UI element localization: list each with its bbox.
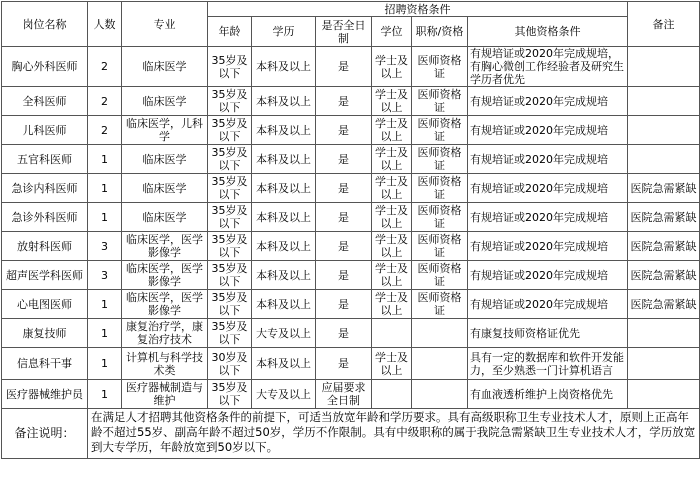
- table-row: [2, 47, 700, 87]
- cell-count: 1: [88, 174, 122, 203]
- cell-title-qual: 医师资格证: [412, 232, 468, 261]
- cell-other: 有规培证或2020年完成规培: [468, 290, 628, 319]
- cell-position: 胸心外科医师: [2, 47, 88, 87]
- cell-position: 超声医学科医师: [2, 261, 88, 290]
- cell-title-qual: [412, 380, 468, 409]
- cell-fulltime: 是: [316, 290, 372, 319]
- cell-position: 放射科医师: [2, 232, 88, 261]
- cell-count: 1: [88, 203, 122, 232]
- cell-count: 1: [88, 380, 122, 409]
- note-row: [2, 409, 700, 459]
- cell-remark: 医院急需紧缺: [628, 174, 700, 203]
- cell-fulltime: 应届要求全日制: [316, 380, 372, 409]
- cell-count: 3: [88, 261, 122, 290]
- cell-count: 1: [88, 319, 122, 348]
- cell-degree: 学士及以上: [372, 174, 412, 203]
- header-remark: 备注: [628, 2, 700, 47]
- cell-major: 临床医学: [122, 174, 208, 203]
- header-row-1: [2, 2, 700, 17]
- cell-age: 35岁及以下: [208, 380, 252, 409]
- cell-age: 35岁及以下: [208, 174, 252, 203]
- cell-major: 康复治疗学，康复治疗技术: [122, 319, 208, 348]
- cell-major: 临床医学: [122, 145, 208, 174]
- cell-education: 本科及以上: [252, 290, 316, 319]
- header-other: 其他资格条件: [468, 17, 628, 47]
- cell-education: 本科及以上: [252, 174, 316, 203]
- cell-other: 有血液透析维护上岗资格优先: [468, 380, 628, 409]
- cell-other: 有规培证或2020年完成规培: [468, 261, 628, 290]
- cell-age: 35岁及以下: [208, 319, 252, 348]
- cell-education: 本科及以上: [252, 116, 316, 145]
- cell-remark: 医院急需紧缺: [628, 203, 700, 232]
- cell-major: 临床医学: [122, 47, 208, 87]
- cell-age: 35岁及以下: [208, 232, 252, 261]
- cell-remark: [628, 87, 700, 116]
- cell-fulltime: 是: [316, 319, 372, 348]
- recruitment-table: [1, 1, 700, 459]
- cell-title-qual: 医师资格证: [412, 290, 468, 319]
- cell-education: 本科及以上: [252, 47, 316, 87]
- cell-position: 急诊内科医师: [2, 174, 88, 203]
- header-conditions: 招聘资格条件: [208, 2, 628, 17]
- header-education: 学历: [252, 17, 316, 47]
- header-position: 岗位名称: [2, 2, 88, 47]
- cell-degree: 学士及以上: [372, 145, 412, 174]
- cell-major: 临床医学，儿科学: [122, 116, 208, 145]
- cell-title-qual: 医师资格证: [412, 203, 468, 232]
- cell-education: 本科及以上: [252, 87, 316, 116]
- table-row: [2, 261, 700, 290]
- cell-degree: 学士及以上: [372, 261, 412, 290]
- cell-degree: 学士及以上: [372, 116, 412, 145]
- cell-major: 临床医学: [122, 87, 208, 116]
- cell-position: 医疗器械维护员: [2, 380, 88, 409]
- cell-fulltime: 是: [316, 203, 372, 232]
- cell-age: 30岁及以下: [208, 348, 252, 380]
- table-row: [2, 319, 700, 348]
- header-count: 人数: [88, 2, 122, 47]
- cell-age: 35岁及以下: [208, 290, 252, 319]
- cell-count: 2: [88, 47, 122, 87]
- cell-education: 本科及以上: [252, 261, 316, 290]
- cell-education: 本科及以上: [252, 145, 316, 174]
- cell-other: 有规培证或2020年完成规培: [468, 87, 628, 116]
- cell-age: 35岁及以下: [208, 47, 252, 87]
- cell-major: 临床医学，医学影像学: [122, 290, 208, 319]
- cell-degree: 学士及以上: [372, 290, 412, 319]
- cell-title-qual: 医师资格证: [412, 47, 468, 87]
- cell-count: 1: [88, 290, 122, 319]
- cell-fulltime: 是: [316, 174, 372, 203]
- table-row: [2, 203, 700, 232]
- cell-degree: [372, 380, 412, 409]
- cell-count: 2: [88, 116, 122, 145]
- cell-other: 有规培证或2020年完成规培: [468, 203, 628, 232]
- cell-position: 五官科医师: [2, 145, 88, 174]
- table-row: [2, 380, 700, 409]
- cell-degree: 学士及以上: [372, 203, 412, 232]
- cell-major: 临床医学，医学影像学: [122, 261, 208, 290]
- cell-remark: [628, 145, 700, 174]
- cell-count: 1: [88, 145, 122, 174]
- header-major: 专业: [122, 2, 208, 47]
- table-row: [2, 87, 700, 116]
- cell-fulltime: 是: [316, 87, 372, 116]
- cell-education: 大专及以上: [252, 380, 316, 409]
- cell-title-qual: 医师资格证: [412, 174, 468, 203]
- table-row: [2, 116, 700, 145]
- note-text: 在满足人才招聘其他资格条件的前提下，可适当放宽年龄和学历要求。具有高级职称卫生专业技术人才，原则上正高年龄不超过55岁、副高年龄不超过50岁，学历不作限制。具有中级职称的属于我院急需紧缺卫生专业技术人才，学历放宽到大专学历，年龄放宽到50岁以下。: [88, 409, 700, 459]
- cell-title-qual: [412, 319, 468, 348]
- header-degree: 学位: [372, 17, 412, 47]
- cell-education: 本科及以上: [252, 203, 316, 232]
- cell-other: 有规培证或2020年完成规培: [468, 145, 628, 174]
- cell-education: 大专及以上: [252, 319, 316, 348]
- cell-remark: [628, 116, 700, 145]
- cell-remark: [628, 380, 700, 409]
- cell-remark: [628, 319, 700, 348]
- table-row: [2, 232, 700, 261]
- cell-remark: 医院急需紧缺: [628, 232, 700, 261]
- cell-remark: 医院急需紧缺: [628, 261, 700, 290]
- cell-title-qual: 医师资格证: [412, 116, 468, 145]
- cell-other: 有规培证或2020年完成规培: [468, 232, 628, 261]
- table-row: [2, 348, 700, 380]
- cell-other: 具有一定的数据库和软件开发能力，至少熟悉一门计算机语言: [468, 348, 628, 380]
- cell-age: 35岁及以下: [208, 145, 252, 174]
- note-label: 备注说明：: [2, 409, 88, 459]
- cell-title-qual: 医师资格证: [412, 261, 468, 290]
- cell-remark: [628, 47, 700, 87]
- header-title-qual: 职称/资格: [412, 17, 468, 47]
- cell-count: 3: [88, 232, 122, 261]
- table-row: [2, 145, 700, 174]
- cell-major: 计算机与科学技术类: [122, 348, 208, 380]
- cell-other: 有康复技师资格证优先: [468, 319, 628, 348]
- cell-age: 35岁及以下: [208, 203, 252, 232]
- cell-title-qual: 医师资格证: [412, 87, 468, 116]
- cell-fulltime: 是: [316, 261, 372, 290]
- cell-major: 临床医学: [122, 203, 208, 232]
- cell-fulltime: 是: [316, 232, 372, 261]
- header-age: 年龄: [208, 17, 252, 47]
- cell-remark: [628, 348, 700, 380]
- cell-education: 本科及以上: [252, 348, 316, 380]
- cell-other: 有规培证或2020年完成规培，有胸心微创工作经验者及研究生学历者优先: [468, 47, 628, 87]
- cell-position: 康复技师: [2, 319, 88, 348]
- cell-education: 本科及以上: [252, 232, 316, 261]
- cell-other: 有规培证或2020年完成规培: [468, 116, 628, 145]
- cell-fulltime: 是: [316, 348, 372, 380]
- cell-degree: [372, 319, 412, 348]
- cell-fulltime: 是: [316, 47, 372, 87]
- cell-major: 临床医学，医学影像学: [122, 232, 208, 261]
- cell-fulltime: 是: [316, 145, 372, 174]
- cell-count: 2: [88, 87, 122, 116]
- cell-degree: 学士及以上: [372, 348, 412, 380]
- cell-degree: 学士及以上: [372, 47, 412, 87]
- table-row: [2, 174, 700, 203]
- table-row: [2, 290, 700, 319]
- cell-other: 有规培证或2020年完成规培: [468, 174, 628, 203]
- cell-fulltime: 是: [316, 116, 372, 145]
- cell-degree: 学士及以上: [372, 232, 412, 261]
- cell-position: 心电图医师: [2, 290, 88, 319]
- cell-major: 医疗器械制造与维护: [122, 380, 208, 409]
- cell-position: 全科医师: [2, 87, 88, 116]
- cell-age: 35岁及以下: [208, 261, 252, 290]
- cell-age: 35岁及以下: [208, 116, 252, 145]
- cell-degree: 学士及以上: [372, 87, 412, 116]
- cell-age: 35岁及以下: [208, 87, 252, 116]
- cell-title-qual: [412, 348, 468, 380]
- cell-position: 信息科干事: [2, 348, 88, 380]
- cell-count: 1: [88, 348, 122, 380]
- cell-remark: 医院急需紧缺: [628, 290, 700, 319]
- cell-position: 急诊外科医师: [2, 203, 88, 232]
- cell-position: 儿科医师: [2, 116, 88, 145]
- cell-title-qual: 医师资格证: [412, 145, 468, 174]
- header-fulltime: 是否全日制: [316, 17, 372, 47]
